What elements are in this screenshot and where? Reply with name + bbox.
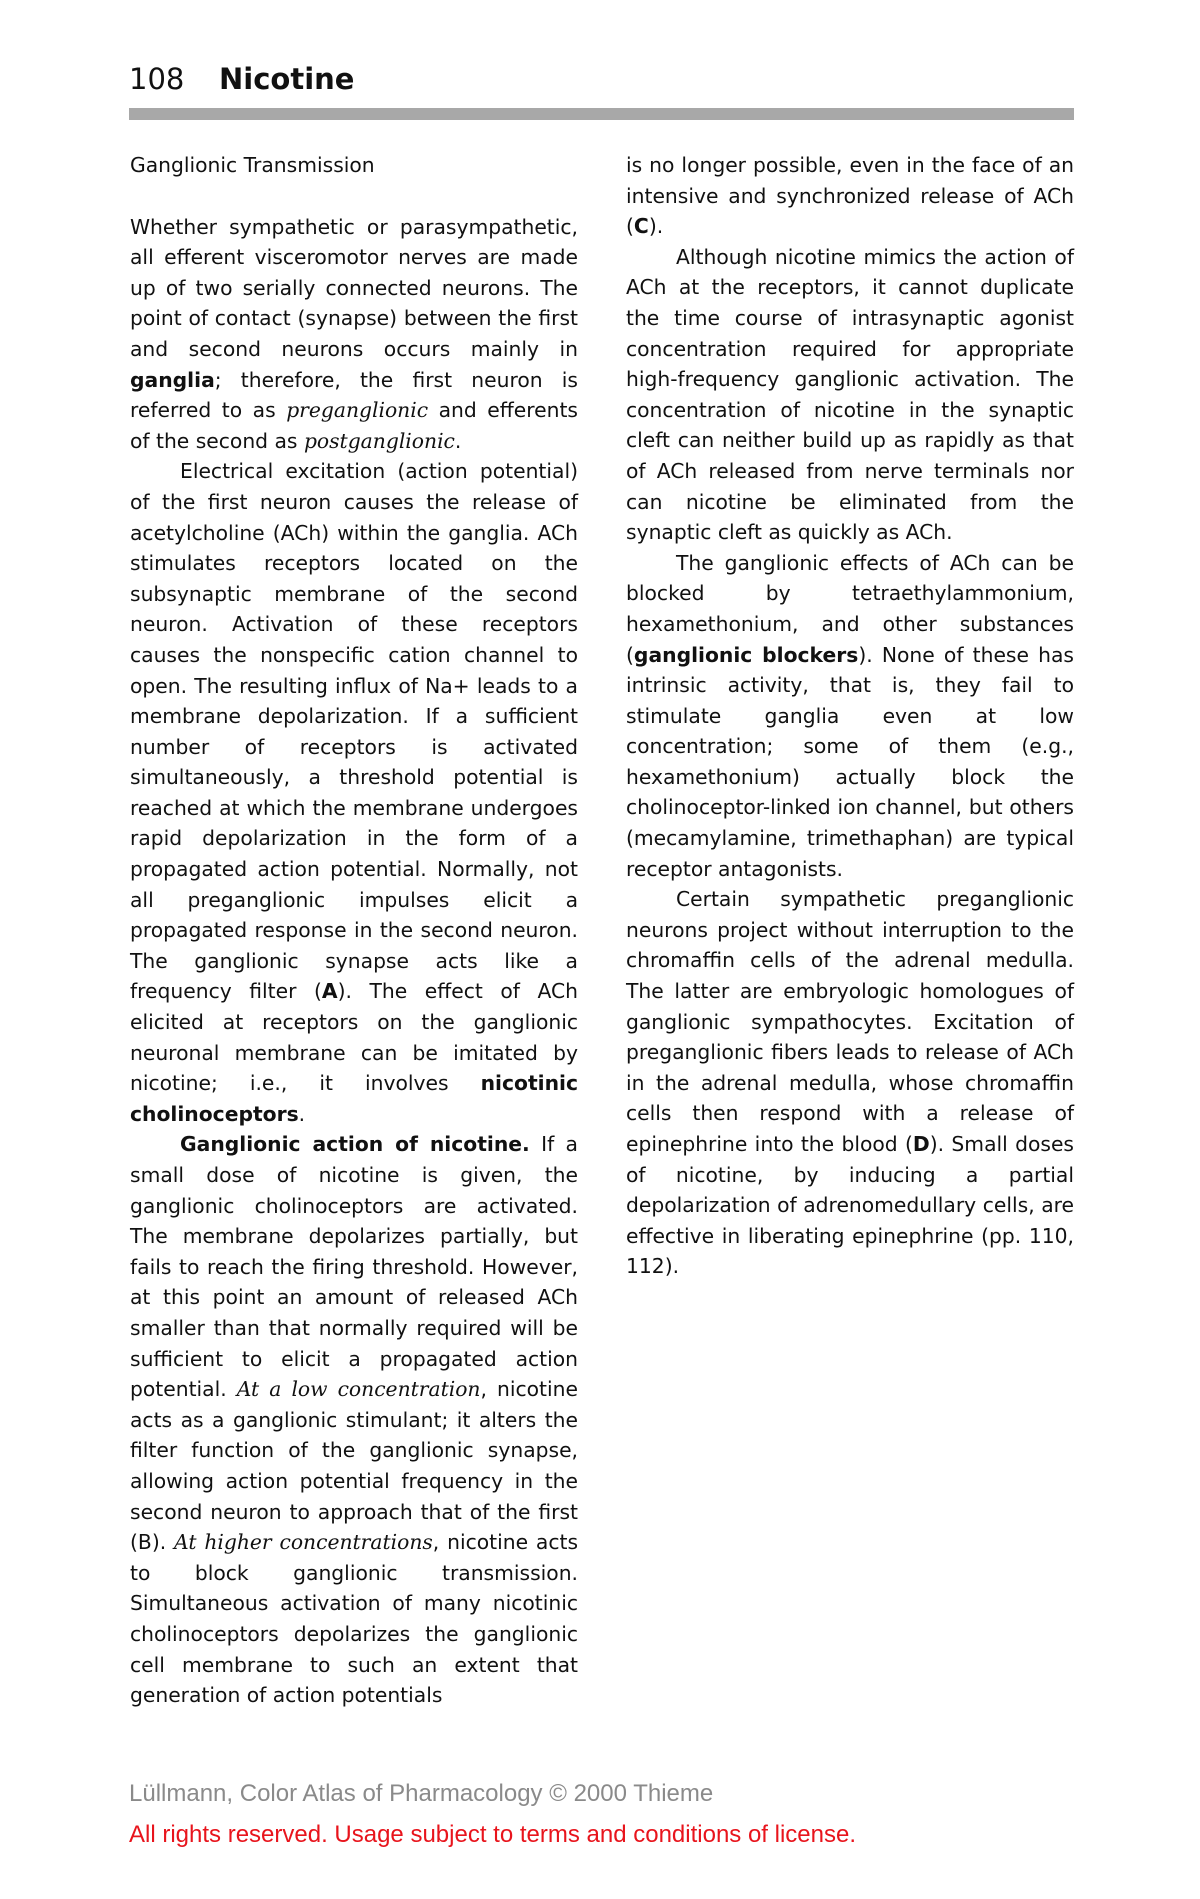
term-low-concentration: At a low concentration — [236, 1377, 481, 1402]
text-run: and efferents of the second as — [130, 398, 578, 453]
header-rule — [129, 108, 1074, 120]
left-column — [130, 150, 578, 1711]
right-column — [626, 150, 1074, 1282]
text-run: ). — [648, 214, 664, 239]
paragraph-4 — [626, 150, 1074, 242]
text-run: ; therefore, the first neuron is referred to as — [130, 367, 578, 423]
footer-credit: Lüllmann, Color Atlas of Pharmacology © 2000 Thieme — [129, 1780, 714, 1807]
text-run: , nicotine acts to block ganglionic transmission. Simultaneous activation of many nicotinic cholinoceptors depolarizes the ganglionic cell membrane to such an extent that generation of action potentials — [130, 1530, 579, 1708]
run-in-heading: Ganglionic action of nicotine. — [180, 1132, 530, 1157]
paragraph-7 — [626, 884, 1074, 1282]
text-run: ). None of these has intrinsic activity, that is, they fail to stimulate ganglia even at low concentration; some of them (e.g., hexamethonium) actually block the cholinoceptor-linked ion channel, but others (mecamylamine, trimethaphan) are typical receptor antagonists. — [626, 642, 1074, 881]
text-run: Certain sympathetic preganglionic neurons project without interruption to the chromaffin cells of the adrenal medulla. The latter are embryologic homologues of ganglionic sympathocytes. Excitation of preganglionic fibers leads to release of ACh in the adrenal medulla, whose chromaffin cells then respond with a release of epinephrine into the blood ( — [626, 887, 1074, 1156]
term-higher-concentrations: At higher concentrations — [174, 1530, 433, 1555]
text-run: ). Small doses of nicotine, by inducing a partial depolarization of adrenomedullary cells, are effective in liberating epinephrine (pp. 110, 112). — [626, 1132, 1074, 1279]
text-run: ). The effect of ACh elicited at receptors on the ganglionic neuronal membrane can be imitated by nicotine; i.e., it involves — [130, 979, 578, 1096]
section-heading: Ganglionic Transmission — [130, 153, 375, 177]
text-run: , nicotine acts as a ganglionic stimulant; it alters the filter function of the ganglionic synapse, allowing action potential frequency in the second neuron to approach that of the first (B). — [130, 1377, 578, 1555]
term-nicotinic-cholinoceptors: nicotinic cholinoceptors — [130, 1071, 578, 1126]
paragraph-5 — [626, 242, 1074, 548]
text-run: is no longer possible, even in the face of an intensive and synchronized release of ACh ( — [626, 153, 1074, 239]
figure-ref-c: C — [633, 214, 649, 239]
paragraph-3 — [130, 1129, 578, 1710]
paragraph-1 — [130, 212, 578, 457]
text-run: If a small dose of nicotine is given, the ganglionic cholinoceptors are activated. The membrane depolarizes partially, but fails to reach the firing threshold. However, at this point an amount of released ACh smaller than that normally required will be sufficient to elicit a propagated action potential. — [130, 1132, 578, 1402]
paragraph-2 — [130, 456, 578, 1129]
term-ganglionic-blockers: ganglionic blockers — [633, 642, 859, 667]
text-run: . — [298, 1101, 306, 1126]
figure-ref-a: A — [321, 979, 338, 1004]
paragraph-6 — [626, 548, 1074, 885]
text-run: Electrical excitation (action potential) of the first neuron causes the release of acetylcholine (ACh) within the ganglia. ACh stimulates receptors located on the subsynaptic membrane of the second neuron. Activation of these receptors causes the nonspecific cation channel to open. The resulting influx of Na+ leads to a membrane depolarization. If a sufficient number of receptors is activated simultaneously, a threshold potential is reached at which the membrane undergoes rapid depolarization in the form of a propagated action potential. Normally, not all preganglionic impulses elicit a propagated response in the second neuron. The ganglionic synapse acts like a frequency filter ( — [130, 459, 578, 1004]
text-run: Although nicotine mimics the action of ACh at the receptors, it cannot duplicate the time course of intrasynaptic agonist concentration required for appropriate high-frequency ganglionic activation. The concentration of nicotine in the synaptic cleft can neither build up as rapidly as that of ACh released from nerve terminals nor can nicotine be eliminated from the synaptic cleft as quickly as ACh. — [626, 244, 1074, 545]
footer-rights: All rights reserved. Usage subject to terms and conditions of license. — [129, 1821, 857, 1848]
term-preganglionic: preganglionic — [286, 398, 429, 423]
page-number: 108 — [129, 62, 185, 96]
text-run: Whether sympathetic or parasympathetic, all efferent visceromotor nerves are made up of two serially connected neurons. The point of contact (synapse) between the first and second neurons occurs mainly in — [130, 214, 578, 361]
term-postganglionic: postganglionic — [303, 428, 455, 453]
figure-ref-d: D — [912, 1132, 930, 1156]
text-run: . — [454, 428, 462, 453]
chapter-title: Nicotine — [219, 62, 355, 96]
term-ganglia: ganglia — [130, 367, 215, 392]
text-run: The ganglionic effects of ACh can be blocked by tetraethylammonium, hexamethonium, and other substances ( — [626, 550, 1074, 667]
